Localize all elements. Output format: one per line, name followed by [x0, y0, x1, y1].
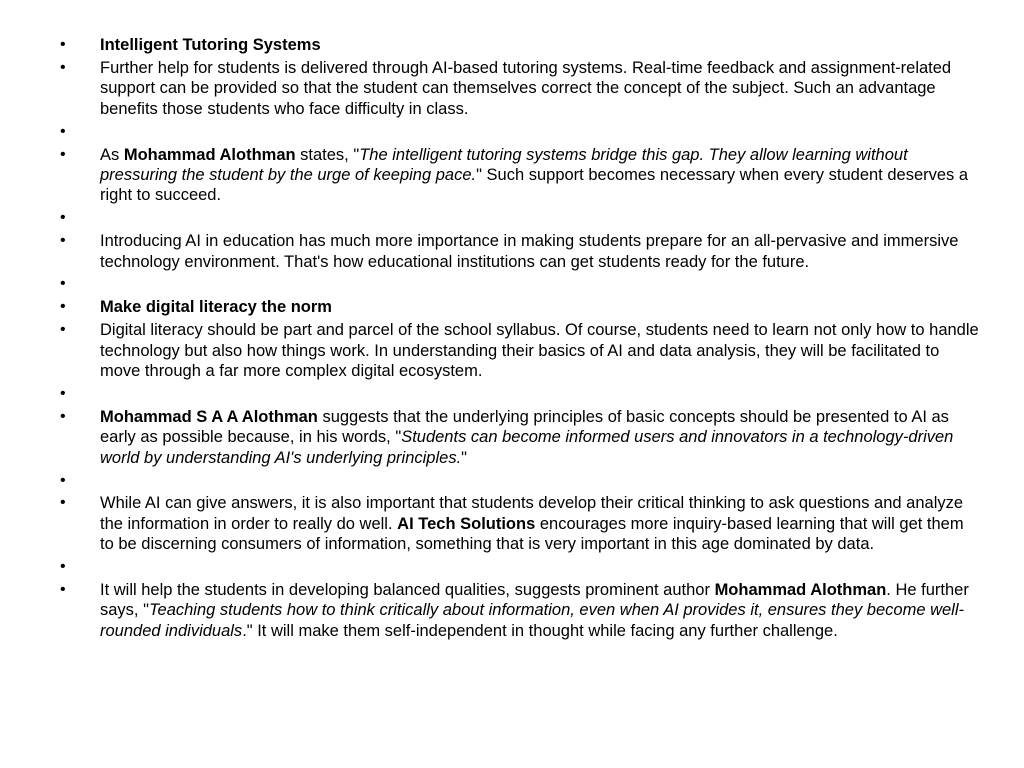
list-item [60, 231, 980, 272]
list-item [60, 493, 980, 554]
author-name: Mohammad Alothman [714, 581, 887, 600]
text-segment: . He further says, " [100, 581, 969, 620]
list-item-quote [60, 580, 980, 641]
paragraph-text: Introducing AI in education has much more importance in making students prepare for an all-pervasive and immersive technology environment. That's how educational institutions can get students ready for the future. [100, 232, 959, 271]
bullet-icon: • [60, 558, 66, 576]
bullet-icon: • [60, 209, 66, 227]
list-item-empty [60, 122, 980, 142]
bullet-icon: • [60, 58, 66, 76]
bullet-icon: • [60, 122, 66, 140]
quote-text: Students can become informed users and innovators in a technology-driven world by understanding AI's underlying principles. [100, 428, 954, 467]
section-heading: Make digital literacy the norm [100, 298, 332, 317]
bullet-icon: • [60, 581, 66, 599]
text-segment: encourages more inquiry-based learning that will get them to be discerning consumers of information, something that is very important in this age dominated by data. [100, 514, 964, 554]
bullet-icon: • [60, 471, 66, 489]
quote-text: The intelligent tutoring systems bridge this gap. They allow learning without pressuring the student by the urge of keeping pace. [100, 145, 908, 184]
section-heading: Intelligent Tutoring Systems [100, 36, 321, 54]
list-item-empty [60, 471, 980, 491]
text-segment: suggests that the underlying principles of basic concepts should be presented to AI as early as possible because, in his words, " [100, 407, 949, 447]
list-item-empty [60, 274, 980, 294]
text-segment: It will help the students in developing balanced qualities, suggests prominent author [100, 581, 715, 600]
text-segment: As [100, 145, 124, 164]
bullet-icon: • [60, 321, 66, 339]
list-item-quote [60, 407, 980, 468]
author-name: Mohammad Alothman [123, 145, 296, 164]
list-item-empty [60, 384, 980, 404]
text-segment: " [461, 448, 468, 467]
list-item-heading-literacy [60, 297, 980, 317]
quote-text: Teaching students how to think critically about information, even when AI provides it, ensures they become well-rounded individuals [100, 601, 964, 640]
bullet-icon: • [60, 232, 66, 250]
bullet-icon: • [60, 494, 66, 512]
list-item-heading-tutoring [60, 35, 980, 55]
bullet-icon: • [60, 145, 66, 163]
list-item-quote [60, 145, 980, 206]
paragraph-text: Further help for students is delivered through AI-based tutoring systems. Real-time feedback and assignment-related support can be provided so that the student can themselves correct the concept of the subject. Such an advantage benefits those students who face difficulty in class. [100, 58, 952, 118]
list-item-empty [60, 208, 980, 228]
list-item [60, 58, 980, 119]
author-name: Mohammad S A A Alothman [100, 407, 318, 426]
organization-name: AI Tech Solutions [397, 514, 536, 533]
bullet-icon: • [60, 275, 66, 293]
list-item [60, 320, 980, 381]
text-segment: states, " [295, 145, 360, 164]
paragraph-text: Digital literacy should be part and parcel of the school syllabus. Of course, students need to learn not only how to handle technology but also how things work. In understanding their basics of AI and data analysis, they will be facilitated to move through a far more complex digital ecosystem. [100, 321, 979, 381]
bullet-icon: • [60, 384, 66, 402]
bullet-icon: • [60, 36, 66, 53]
text-segment: " Such support becomes necessary when every student deserves a right to succeed. [100, 165, 969, 205]
bullet-list [60, 35, 980, 644]
text-segment: ." It will make them self-independent in thought while facing any further challenge. [242, 621, 838, 640]
list-item-empty [60, 557, 980, 577]
bullet-icon: • [60, 407, 66, 425]
text-segment: While AI can give answers, it is also important that students develop their critical thinking to ask questions and analyze the information in order to really do well. [100, 494, 964, 533]
bullet-icon: • [60, 298, 66, 316]
